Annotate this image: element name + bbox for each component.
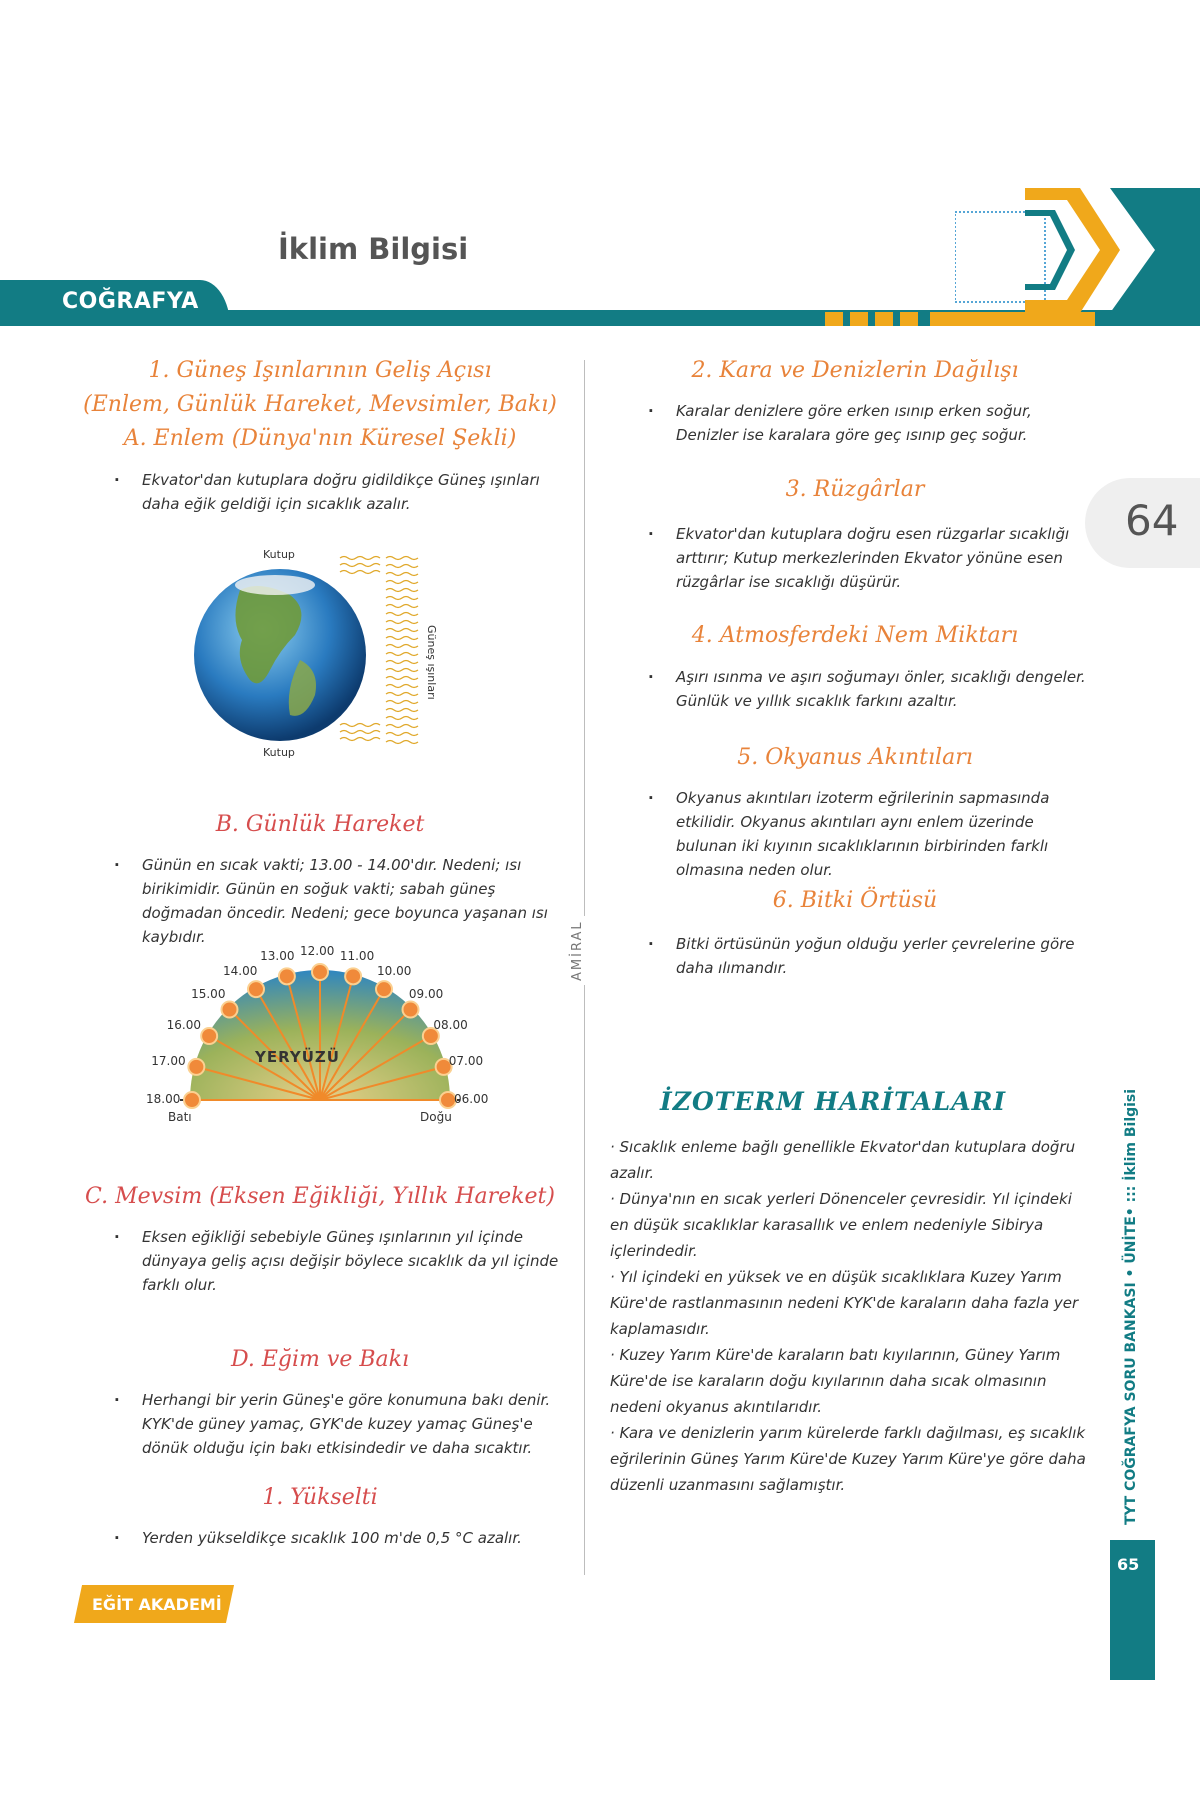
sun-position-dot [188, 1059, 204, 1075]
sun-time-label: 11.00 [339, 949, 375, 964]
izoterm-item: · Kara ve denizlerin yarım kürelerde farklı dağılması, eş sıcaklık eğrilerinin Güneş Yarım Küre'de Kuzey Yarım Küre'ye göre daha düzenli uzanmasını sağlamıştır. [610, 1424, 1086, 1494]
sun-position-dot [312, 964, 328, 980]
header-square-decoration [900, 312, 918, 326]
header-square-decoration [875, 312, 893, 326]
paragraph-bitki: · Bitki örtüsünün yoğun olduğu yerler çevrelerine göre daha ılımandır. [676, 932, 1091, 980]
sun-time-label: 10.00 [377, 963, 412, 978]
sun-time-label: 13.00 [260, 949, 295, 964]
section-heading-4: 4. Atmosferdeki Nem Miktarı [691, 623, 1019, 648]
east-label: Doğu [420, 1110, 452, 1124]
paragraph-enlem: · Ekvator'dan kutuplara doğru gidildikçe Güneş ışınları daha eğik geldiği için sıcaklık azalır. [142, 468, 562, 516]
globe-label-bottom: Kutup [263, 746, 295, 759]
sidebar-vertical-text: TYT COĞRAFYA SORU BANKASI • ÜNİTE• ::: İklim Bilgisi [1123, 1088, 1139, 1525]
sun-time-label: 18.00 [146, 1092, 181, 1106]
sun-position-dot [279, 968, 295, 984]
page-number: 65 [1117, 1555, 1140, 1574]
sun-position-dot [221, 1001, 237, 1017]
section-heading-6: 6. Bitki Örtüsü [772, 888, 938, 913]
sun-position-dot [345, 968, 361, 984]
paragraph-yukselti: · Yerden yükseldikçe sıcaklık 100 m'de 0,5 °C azalır. [142, 1526, 562, 1550]
subject-label: COĞRAFYA [62, 289, 199, 314]
yeryuzu-label: YERYÜZÜ [255, 1048, 340, 1066]
sun-position-dot [376, 981, 392, 997]
paragraph-egim: · Herhangi bir yerin Güneş'e göre konumuna bakı denir. KYK'de güney yamaç, GYK'de kuzey yamaç Güneş'e dönük olduğu için bakı etkisindedir ve daha sıcaktır. [142, 1388, 562, 1460]
sun-position-dot [184, 1092, 200, 1108]
paragraph-okyanus: · Okyanus akıntıları izoterm eğrilerinin sapmasında etkilidir. Okyanus akıntıları aynı enlem üzerinde bulunan iki kıyının sıcaklıklarının birbirinden farklı olmasına neden olur. [676, 786, 1091, 882]
section-heading-c: C. Mevsim (Eksen Eğikliği, Yıllık Hareket) [85, 1184, 555, 1209]
sun-time-label: 06.00 [454, 1092, 489, 1106]
polar-cap [235, 575, 315, 595]
izoterm-heading: İZOTERM HARİTALARI [660, 1087, 1007, 1116]
izoterm-item: · Kuzey Yarım Küre'de karaların batı kıyılarının, Güney Yarım Küre'de ise karaların doğu kıyılarının daha sıcak olmasının nedeni okyanus akıntılarıdır. [610, 1346, 1061, 1416]
paragraph-mevsim: · Eksen eğikliği sebebiyle Güneş ışınlarının yıl içinde dünyaya geliş açısı değişir böylece sıcaklık da yıl içinde farklı olur. [142, 1225, 562, 1297]
sun-position-dot [201, 1028, 217, 1044]
izoterm-list [610, 1134, 1090, 1498]
section-heading-2: 2. Kara ve Denizlerin Dağılışı [691, 358, 1019, 383]
page-number-tab [1085, 478, 1200, 568]
paragraph-ruzgarlar: · Ekvator'dan kutuplara doğru esen rüzgarlar sıcaklığı arttırır; Kutup merkezlerinden Ekvator yönüne esen rüzgârlar ise sıcaklığı düşürür. [676, 522, 1091, 594]
sun-time-label: 16.00 [166, 1018, 201, 1032]
sun-time-label: 15.00 [191, 987, 226, 1002]
izoterm-item: · Dünya'nın en sıcak yerleri Dönenceler çevresidir. Yıl içindeki en düşük sıcaklıklar karasallık ve enlem nedeniyle Sibirya içlerindedir. [610, 1190, 1072, 1260]
section-heading-1-sub: (Enlem, Günlük Hareket, Mevsimler, Bakı) [83, 392, 557, 417]
section-heading-b: B. Günlük Hareket [215, 812, 425, 837]
section-heading-yukselti: 1. Yükselti [262, 1485, 378, 1510]
section-heading-a: A. Enlem (Dünya'nın Küresel Şekli) [123, 426, 517, 451]
page-number-tab-text: 64 [1125, 496, 1179, 545]
globe-label-rays: Güneş ışınları [425, 625, 438, 700]
west-label: Batı [168, 1110, 192, 1124]
paragraph-gunluk: · Günün en sıcak vakti; 13.00 - 14.00'dır. Nedeni; ısı birikimidir. Günün en soğuk vakti; sabah güneş doğmadan öncedir. Nedeni; gece boyunca yaşanan ısı kaybıdır. [142, 853, 562, 949]
izoterm-item: · Sıcaklık enleme bağlı genellikle Ekvator'dan kutuplara doğru azalır. [610, 1138, 1076, 1182]
sun-time-label: 08.00 [433, 1018, 468, 1032]
sun-time-label: 09.00 [408, 987, 444, 1002]
sun-time-label: 07.00 [448, 1053, 484, 1068]
section-heading-3: 3. Rüzgârlar [785, 477, 925, 502]
header-chevron-logo [955, 188, 1200, 318]
sun-position-dot [403, 1001, 419, 1017]
divider-label: AMİRAL [570, 916, 585, 985]
page-title: İklim Bilgisi [278, 232, 469, 266]
paragraph-kara-deniz: · Karalar denizlere göre erken ısınıp erken soğur, Denizler ise karalara göre geç ısınıp geç soğur. [676, 399, 1091, 447]
sun-time-label: 17.00 [151, 1053, 186, 1068]
footer-logo-text: EĞİT AKADEMİ [92, 1595, 222, 1614]
header-square-decoration [825, 312, 843, 326]
section-heading-5: 5. Okyanus Akıntıları [737, 745, 973, 770]
globe-label-top: Kutup [263, 548, 295, 561]
section-heading-1: 1. Güneş Işınlarının Geliş Açısı [148, 358, 492, 383]
sun-time-label: 14.00 [223, 963, 258, 978]
sun-position-dot [248, 981, 264, 997]
section-heading-d: D. Eğim ve Bakı [231, 1347, 409, 1372]
header-square-decoration [850, 312, 868, 326]
sun-time-label: 12.00 [300, 944, 335, 958]
paragraph-nem: · Aşırı ısınma ve aşırı soğumayı önler, sıcaklığı dengeler. Günlük ve yıllık sıcaklık farkını azaltır. [676, 665, 1091, 713]
izoterm-item: · Yıl içindeki en yüksek ve en düşük sıcaklıklara Kuzey Yarım Küre'de rastlanmasının nedeni KYK'de karaların daha fazla yer kaplamasıdır. [610, 1268, 1079, 1338]
